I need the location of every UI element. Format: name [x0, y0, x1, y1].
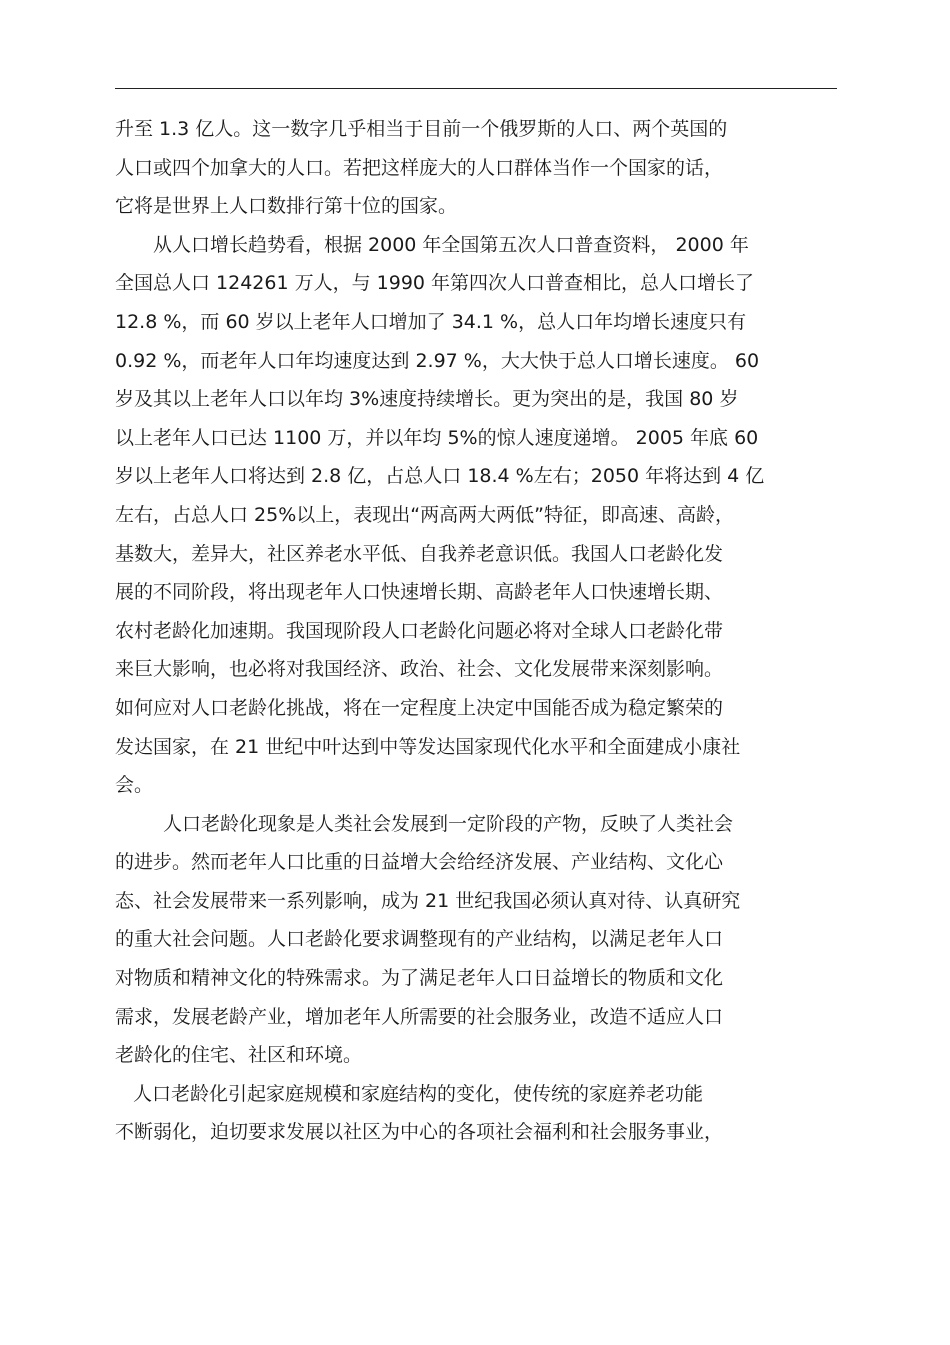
text-line: 人口或四个加拿大的人口。若把这样庞大的人口群体当作一个国家的话，	[115, 156, 724, 179]
text-line: 对物质和精神文化的特殊需求。为了满足老年人口日益增长的物质和文化	[115, 967, 724, 990]
text-line: 左右，占总人口 25%以上，表现出“两高两大两低”特征，即高速、高龄，	[115, 503, 734, 526]
text-line: 岁及其以上老年人口以年均 3%速度持续增长。更为突出的是，我国 80 岁	[115, 388, 739, 411]
text-line: 它将是世界上人口数排行第十位的国家。	[115, 195, 458, 218]
text-line: 农村老龄化加速期。我国现阶段人口老龄化问题必将对全球人口老龄化带	[115, 619, 724, 642]
paragraph-start-line: 人口老龄化现象是人类社会发展到一定阶段的产物，反映了人类社会	[163, 812, 734, 835]
text-line: 态、社会发展带来一系列影响，成为 21 世纪我国必须认真对待、认真研究	[115, 889, 741, 912]
paragraph-start-line: 从人口增长趋势看，根据 2000 年全国第五次人口普查资料， 2000 年	[153, 233, 749, 256]
text-line: 会。	[115, 774, 154, 797]
text-line: 以上老年人口已达 1100 万，并以年均 5%的惊人速度递增。 2005 年底 60	[115, 426, 759, 449]
text-line: 如何应对人口老龄化挑战，将在一定程度上决定中国能否成为稳定繁荣的	[115, 696, 724, 719]
text-line: 来巨大影响，也必将对我国经济、政治、社会、文化发展带来深刻影响。	[115, 658, 724, 681]
text-line: 展的不同阶段，将出现老年人口快速增长期、高龄老年人口快速增长期、	[115, 581, 724, 604]
text-line: 老龄化的住宅、社区和环境。	[115, 1044, 363, 1067]
text-line: 全国总人口 124261 万人，与 1990 年第四次人口普查相比，总人口增长了	[115, 272, 755, 295]
text-line: 12.8 %，而 60 岁以上老年人口增加了 34.1 %，总人口年均增长速度只有	[115, 310, 747, 333]
text-line: 基数大，差异大，社区养老水平低、自我养老意识低。我国人口老龄化发	[115, 542, 724, 565]
text-line: 岁以上老年人口将达到 2.8 亿，占总人口 18.4 %左右；2050 年将达到 4 亿	[115, 465, 765, 488]
text-line: 需求，发展老龄产业，增加老年人所需要的社会服务业，改造不适应人口	[115, 1005, 724, 1028]
text-line: 0.92 %，而老年人口年均速度达到 2.97 %，大大快于总人口增长速度。 60	[115, 349, 760, 372]
paragraph-start-line: 人口老龄化引起家庭规模和家庭结构的变化，使传统的家庭养老功能	[133, 1082, 704, 1105]
text-line: 升至 1.3 亿人。这一数字几乎相当于目前一个俄罗斯的人口、两个英国的	[115, 118, 728, 140]
header-rule	[115, 88, 837, 89]
text-line: 发达国家，在 21 世纪中叶达到中等发达国家现代化水平和全面建成小康社	[115, 735, 741, 758]
text-line: 的进步。然而老年人口比重的日益增大会给经济发展、产业结构、文化心	[115, 851, 724, 874]
body-text	[115, 110, 840, 1152]
text-line: 不断弱化，迫切要求发展以社区为中心的各项社会福利和社会服务事业，	[115, 1121, 724, 1144]
text-line: 的重大社会问题。人口老龄化要求调整现有的产业结构，以满足老年人口	[115, 928, 724, 951]
